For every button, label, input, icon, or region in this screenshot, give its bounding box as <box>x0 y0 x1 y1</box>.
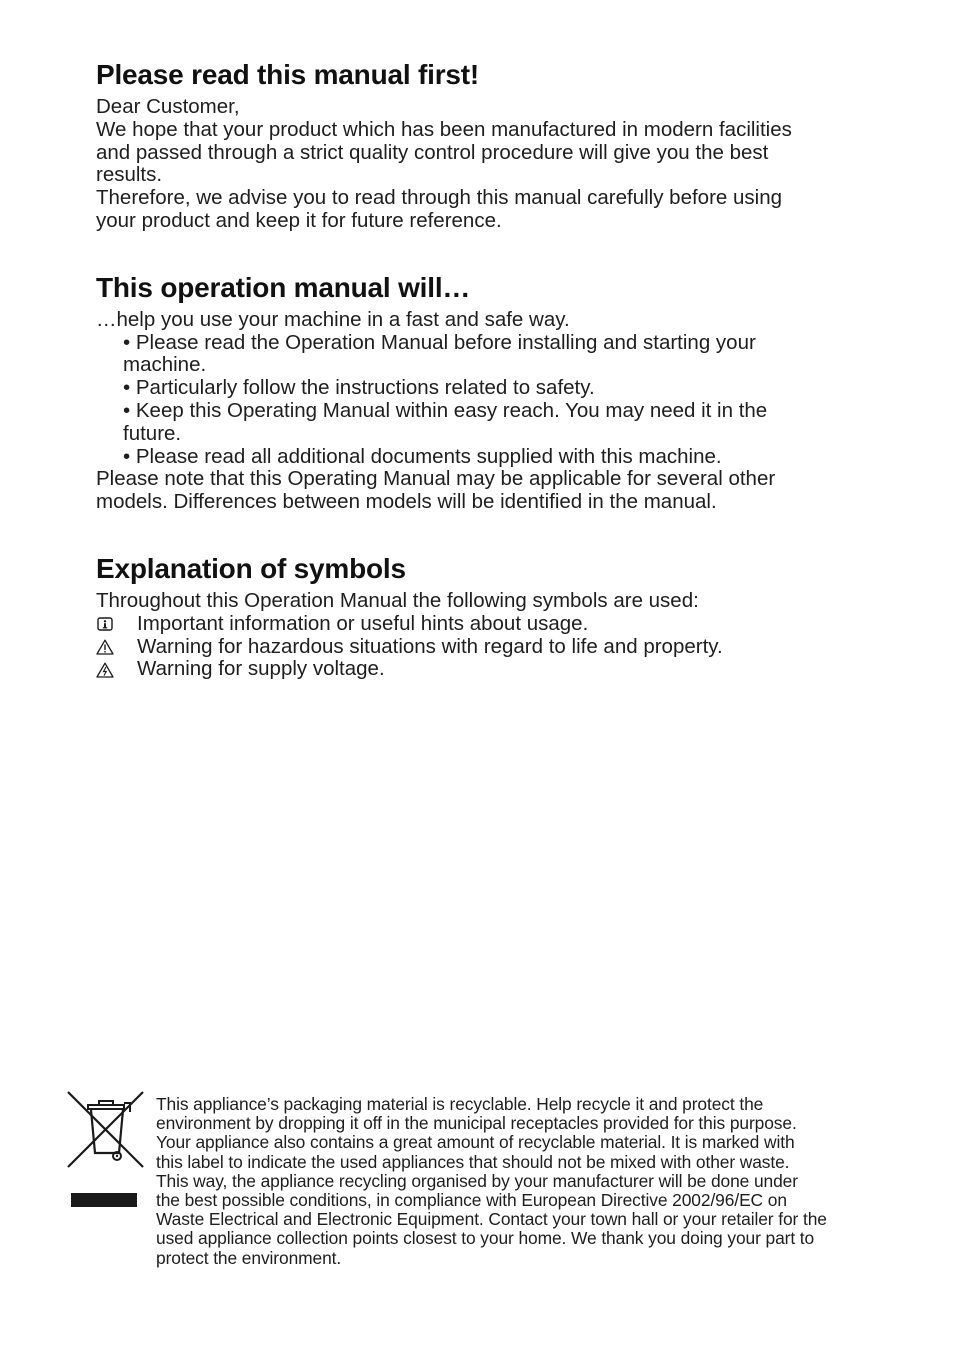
manual-page <box>96 58 866 681</box>
intro-line: Therefore, we advise you to read through this manual carefully before using <box>96 186 782 210</box>
symbol-row-voltage <box>96 658 866 681</box>
manual-purpose-section <box>96 271 866 514</box>
recycling-notice <box>156 1095 896 1268</box>
recycling-line: This appliance’s packaging material is recyclable. Help recycle it and protect the <box>156 1094 764 1114</box>
bullet-item-continued: future. <box>123 421 182 445</box>
symbol-row-warning <box>96 636 866 659</box>
bullet-item: • Keep this Operating Manual within easy reach. You may need it in the <box>123 398 768 422</box>
symbols-lead: Throughout this Operation Manual the following symbols are used: <box>96 588 699 612</box>
crossed-out-wheelie-bin-icon <box>66 1090 146 1207</box>
intro-line: results. <box>96 163 163 187</box>
bullet-item: • Particularly follow the instructions related to safety. <box>123 376 595 400</box>
bullet-item: • Please read the Operation Manual before installing and starting your <box>123 330 756 354</box>
recycling-line: the best possible conditions, in compliance with European Directive 2002/96/EC on <box>156 1190 787 1211</box>
info-icon <box>96 615 114 633</box>
recycling-line: protect the environment. <box>156 1247 342 1268</box>
recycling-line: Your appliance also contains a great amount of recyclable material. It is marked with <box>156 1132 795 1153</box>
manual-purpose-heading: This operation manual will… <box>96 271 471 303</box>
voltage-warning-icon <box>96 661 114 679</box>
recycling-line: this label to indicate the used appliances that should not be mixed with other waste. <box>156 1151 790 1172</box>
warning-triangle-icon <box>96 638 114 656</box>
manual-purpose-lead: …help you use your machine in a fast and safe way. <box>96 307 570 331</box>
recycling-line: used appliance collection points closest to your home. We thank you doing your part to <box>156 1228 815 1249</box>
symbol-row-info <box>96 613 866 636</box>
intro-line: We hope that your product which has been manufactured in modern facilities <box>96 117 792 141</box>
weee-bar <box>71 1193 137 1207</box>
intro-body <box>96 96 866 233</box>
symbol-description: Warning for supply voltage. <box>137 657 385 681</box>
intro-line: and passed through a strict quality control procedure will give you the best <box>96 140 769 164</box>
intro-line: your product and keep it for future reference. <box>96 208 502 232</box>
symbol-description: Warning for hazardous situations with regard to life and property. <box>137 634 723 658</box>
recycling-line: environment by dropping it off in the municipal receptacles provided for this purpose. <box>156 1113 797 1134</box>
greeting: Dear Customer, <box>96 95 240 118</box>
recycling-line: Waste Electrical and Electronic Equipment. Contact your town hall or your retailer for the <box>156 1209 827 1230</box>
symbol-description: Important information or useful hints about usage. <box>137 611 589 635</box>
symbols-body <box>96 590 866 681</box>
intro-section <box>96 58 866 233</box>
symbols-heading: Explanation of symbols <box>96 552 406 584</box>
recycling-line: This way, the appliance recycling organised by your manufacturer will be done under <box>156 1170 798 1191</box>
intro-heading: Please read this manual first! <box>96 59 480 90</box>
symbols-section <box>96 552 866 681</box>
manual-purpose-body <box>96 309 866 514</box>
bullet-item-continued: machine. <box>123 353 207 377</box>
bullet-item: • Please read all additional documents supplied with this machine. <box>123 444 722 468</box>
manual-note-line: models. Differences between models will be identified in the manual. <box>96 490 717 514</box>
manual-note-line: Please note that this Operating Manual may be applicable for several other <box>96 467 776 491</box>
